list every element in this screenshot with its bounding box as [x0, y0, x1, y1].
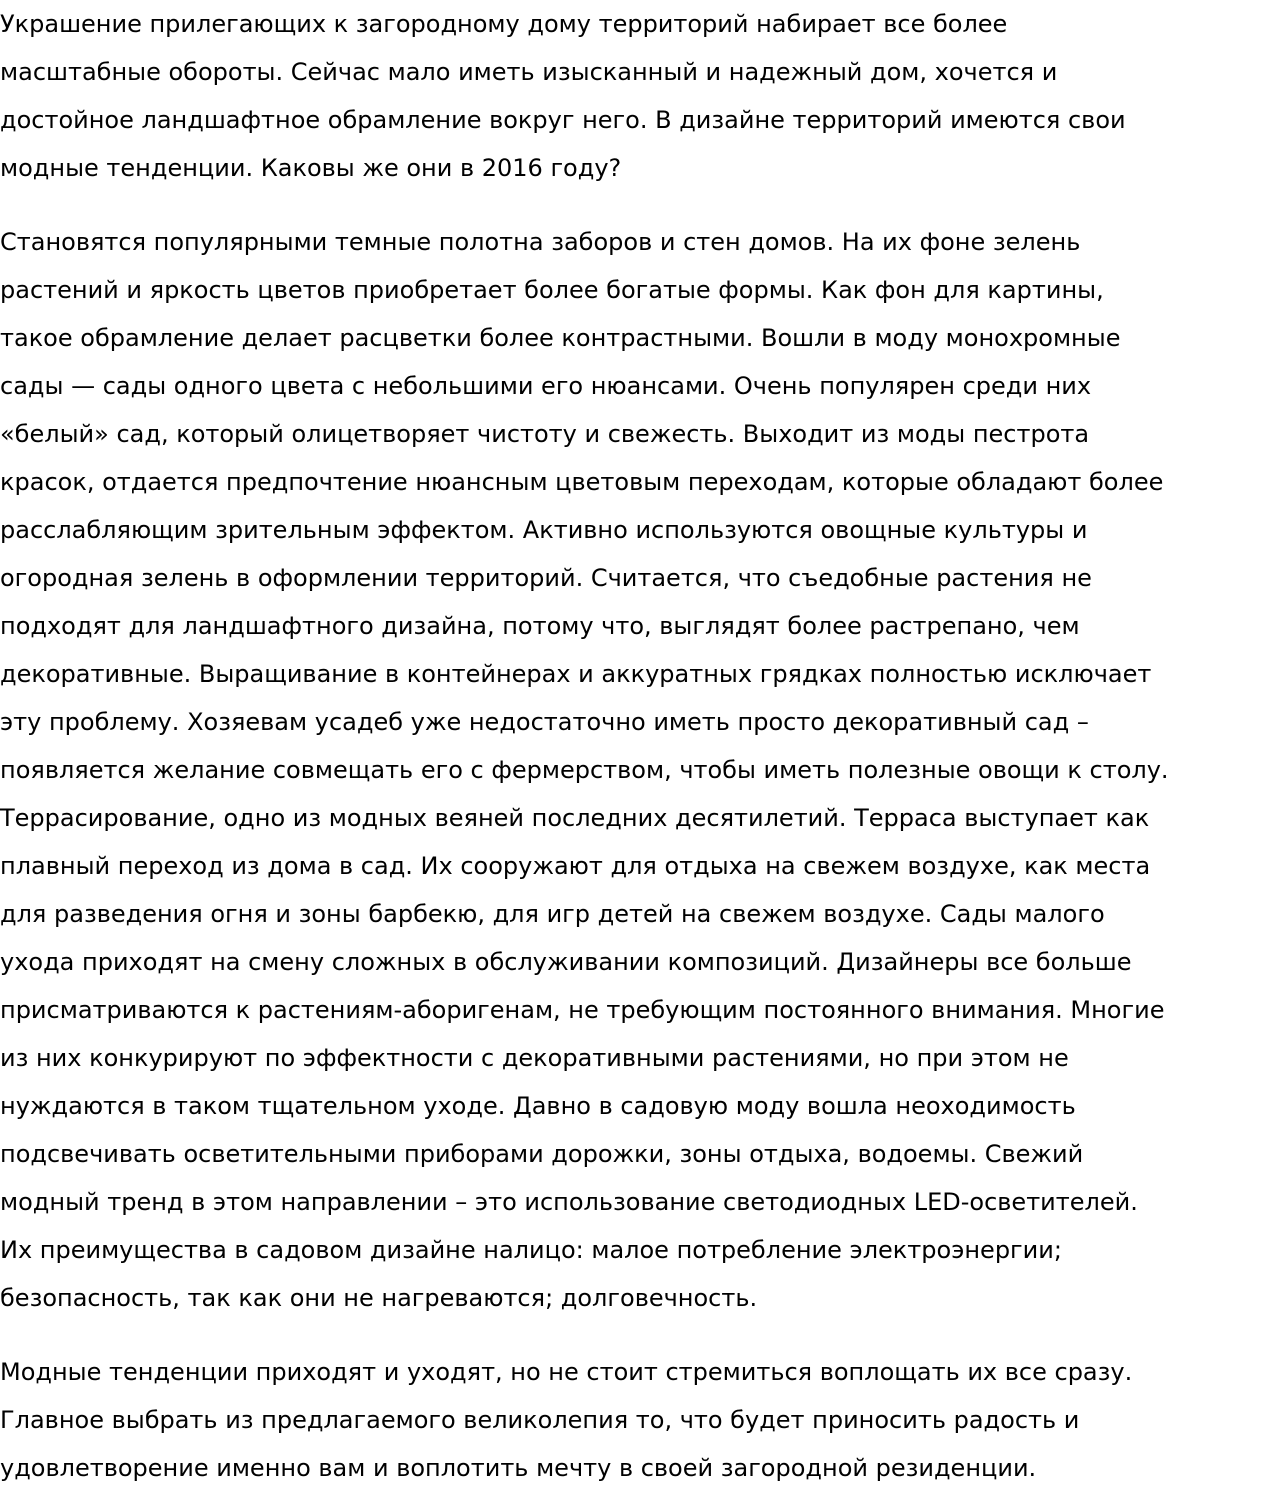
text-line: масштабные обороты. Сейчас мало иметь изысканный и надежный дом, хочется и	[0, 58, 1058, 86]
text-line: Модные тенденции приходят и уходят, но не стоит стремиться воплощать их все сразу.	[0, 1358, 1133, 1386]
text-line: плавный переход из дома в сад. Их сооружают для отдыха на свежем воздухе, как места	[0, 852, 1151, 880]
text-line: появляется желание совмещать его с фермерством, чтобы иметь полезные овощи к столу.	[0, 756, 1169, 784]
text-line: Их преимущества в садовом дизайне налицо: малое потребление электроэнергии;	[0, 1236, 1062, 1264]
text-line: подсвечивать осветительными приборами дорожки, зоны отдыха, водоемы. Свежий	[0, 1140, 1084, 1168]
text-line: сады — сады одного цвета с небольшими его нюансами. Очень популярен среди них	[0, 372, 1092, 400]
text-line: Становятся популярными темные полотна заборов и стен домов. На их фоне зелень	[0, 228, 1081, 256]
text-line: безопасность, так как они не нагреваются; долговечность.	[0, 1284, 758, 1312]
text-line: достойное ландшафтное обрамление вокруг него. В дизайне территорий имеются свои	[0, 106, 1126, 134]
text-line: модные тенденции. Каковы же они в 2016 году?	[0, 154, 622, 182]
text-line: расслабляющим зрительным эффектом. Активно используются овощные культуры и	[0, 516, 1088, 544]
text-line: для разведения огня и зоны барбекю, для игр детей на свежем воздухе. Сады малого	[0, 900, 1105, 928]
text-line: эту проблему. Хозяевам усадеб уже недостаточно иметь просто декоративный сад –	[0, 708, 1089, 736]
text-line: красок, отдается предпочтение нюансным цветовым переходам, которые обладают более	[0, 468, 1164, 496]
text-line: декоративные. Выращивание в контейнерах и аккуратных грядках полностью исключает	[0, 660, 1152, 688]
text-line: растений и яркость цветов приобретает более богатые формы. Как фон для картины,	[0, 276, 1104, 304]
text-line: удовлетворение именно вам и воплотить мечту в своей загородной резиденции.	[0, 1454, 1037, 1482]
text-line: ухода приходят на смену сложных в обслуживании композиций. Дизайнеры все больше	[0, 948, 1132, 976]
text-line: «белый» сад, который олицетворяет чистоту и свежесть. Выходит из моды пестрота	[0, 420, 1090, 448]
text-line: Украшение прилегающих к загородному дому территорий набирает все более	[0, 10, 1008, 38]
paragraph-conclusion	[0, 1348, 1270, 1492]
text-line: из них конкурируют по эффектности с декоративными растениями, но при этом не	[0, 1044, 1069, 1072]
text-line: огородная зелень в оформлении территорий. Считается, что съедобные растения не	[0, 564, 1092, 592]
text-line: подходят для ландшафтного дизайна, потому что, выглядят более растрепано, чем	[0, 612, 1080, 640]
text-line: такое обрамление делает расцветки более контрастными. Вошли в моду монохромные	[0, 324, 1121, 352]
text-line: Главное выбрать из предлагаемого великолепия то, что будет приносить радость и	[0, 1406, 1080, 1434]
paragraph-intro	[0, 0, 1270, 192]
text-line: присматриваются к растениям-аборигенам, не требующим постоянного внимания. Многие	[0, 996, 1165, 1024]
text-line: Террасирование, одно из модных веяней последних десятилетий. Терраса выступает как	[0, 804, 1150, 832]
text-line: модный тренд в этом направлении – это использование светодиодных LED-осветителей.	[0, 1188, 1138, 1216]
text-line: нуждаются в таком тщательном уходе. Давно в садовую моду вошла неоходимость	[0, 1092, 1076, 1120]
paragraph-trends	[0, 218, 1270, 1322]
